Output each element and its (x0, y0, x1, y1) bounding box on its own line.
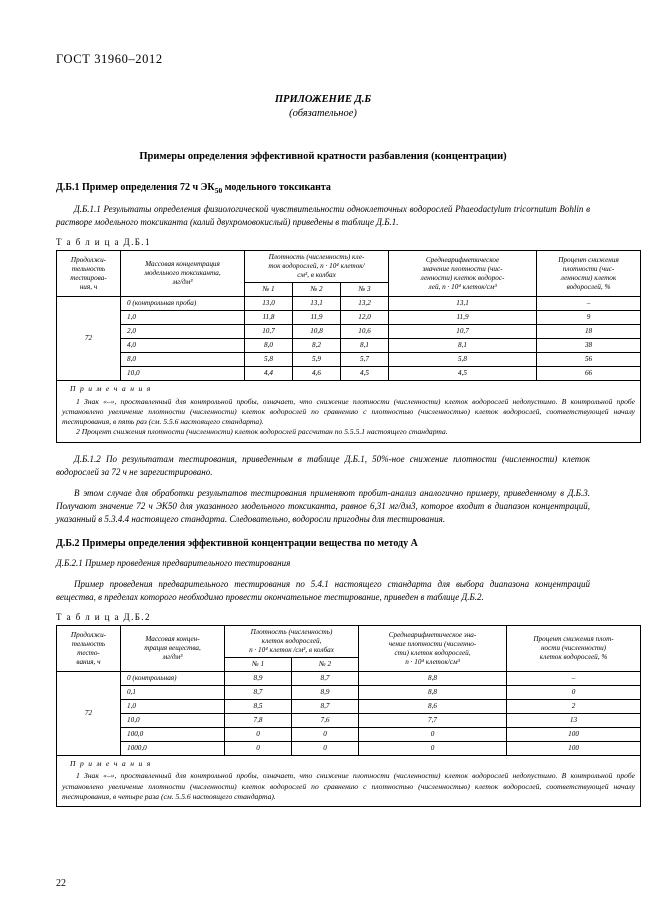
table1-cell-conc: 2,0 (121, 325, 245, 339)
table1-cell-f3: 13,2 (341, 297, 389, 311)
hdr-line: Процент снижения плот- (533, 635, 614, 644)
table1-cell-f1: 8,0 (245, 339, 293, 353)
table1-cell-mean: 4,5 (389, 367, 537, 381)
table-row (57, 297, 641, 311)
hdr-line: тестирова- (70, 273, 107, 282)
hdr-line: n · 10⁴ клеток/см³ (405, 657, 460, 666)
table1-cell-drop: 9 (537, 311, 641, 325)
paragraph-db21: Пример проведения предварительного тестирования по 5.4.1 настоящего стандарта для выбора диапазона концентраций вещества, в пределах которого необходимо провести окончательное тестирование, приведен в таблице Д.Б.2. (56, 578, 590, 603)
table1-cell-mean: 11,9 (389, 311, 537, 325)
table1-cell-drop: 66 (537, 367, 641, 381)
table1-cell-f3: 4,5 (341, 367, 389, 381)
hdr-line: Среднеарифметическое (425, 255, 500, 264)
table1-cell-conc: 4,0 (121, 339, 245, 353)
table2-head-mean (359, 626, 507, 672)
table1-cell-mean: 8,1 (389, 339, 537, 353)
table1-head-duration (57, 251, 121, 297)
section-heading-db1 (56, 182, 590, 195)
hdr-line: ности (численности) (540, 644, 607, 653)
hdr-line: тельность (71, 639, 106, 648)
table1-cell-conc: 8,0 (121, 353, 245, 367)
table2-cell-conc: 1000,0 (121, 742, 225, 756)
table2-cell-f2: 0 (292, 728, 359, 742)
table2-head-density (225, 626, 359, 658)
hdr-line: ток водорослей, n · 10⁴ клеток/ (268, 262, 365, 271)
table-row (57, 714, 641, 728)
hdr-line: плотности (чис- (562, 264, 615, 273)
table1-head-flask3: № 3 (341, 283, 389, 297)
table2-cell-drop: 2 (507, 700, 641, 714)
hdr-line: мг/дм³ (172, 278, 193, 287)
table-row (57, 311, 641, 325)
hdr-line: модельного токсиканта, (144, 269, 221, 278)
table2-cell-conc: 100,0 (121, 728, 225, 742)
table-row (57, 686, 641, 700)
table2-duration-value: 72 (57, 672, 121, 756)
hdr-line: лей, n · 10⁴ клеток/см³ (428, 282, 497, 291)
table-row (57, 339, 641, 353)
table1-cell-drop: 38 (537, 339, 641, 353)
table2-cell-f2: 8,7 (292, 700, 359, 714)
table1-notes-cell (57, 381, 641, 442)
hdr-line: тесто- (77, 648, 100, 657)
subheading-db21: Д.Б.2.1 Пример проведения предварительного тестирования (56, 557, 291, 568)
table1-cell-mean: 13,1 (389, 297, 537, 311)
table2-notes-cell (57, 756, 641, 807)
table2-cell-f2: 8,9 (292, 686, 359, 700)
table-row (57, 626, 641, 658)
hdr-line: Процент снижения (558, 255, 619, 264)
table1-cell-mean: 10,7 (389, 325, 537, 339)
table1-cell-f3: 5,7 (341, 353, 389, 367)
table1-cell-f3: 12,0 (341, 311, 389, 325)
table2-cell-mean: 0 (359, 728, 507, 742)
table-row (57, 742, 641, 756)
hdr-line: см³, в колбах (297, 271, 336, 280)
table-row (57, 367, 641, 381)
table1-head-density (245, 251, 389, 283)
table1-cell-f2: 11,9 (293, 311, 341, 325)
table2-cell-f1: 0 (225, 742, 292, 756)
table2-cell-drop: 100 (507, 728, 641, 742)
table1-note-2: 2 Процент снижения плотности (численности) клеток водорослей рассчитан по 5.5.5.1 настоящего стандарта. (76, 427, 448, 437)
hdr-line: Плотность (численность) (250, 628, 333, 637)
hdr-line: ленности) клеток водорос- (420, 273, 505, 282)
table1-cell-conc: 1,0 (121, 311, 245, 325)
table1-cell-mean: 5,8 (389, 353, 537, 367)
table1-cell-drop: – (537, 297, 641, 311)
hdr-line: ленности) клеток (560, 273, 617, 282)
table2-cell-drop: 0 (507, 686, 641, 700)
table2-notes-title: П р и м е ч а н и я (70, 759, 152, 769)
table1-cell-f1: 5,8 (245, 353, 293, 367)
page-number: 22 (56, 878, 66, 889)
table2-caption: Т а б л и ц а Д.Б.2 (56, 612, 151, 623)
table1-cell-drop: 18 (537, 325, 641, 339)
table2-cell-f1: 8,7 (225, 686, 292, 700)
hdr-line: мг/дм³ (162, 653, 183, 662)
hdr-line: вания, ч (76, 657, 101, 666)
table-row (57, 728, 641, 742)
table2-head-flask1: № 1 (225, 658, 292, 672)
table1-head-drop (537, 251, 641, 297)
annex-title (56, 93, 590, 121)
table1-cell-f2: 4,6 (293, 367, 341, 381)
section-heading-db1-part2: модельного токсиканта (222, 182, 331, 194)
table1-cell-f1: 13,0 (245, 297, 293, 311)
table-row (57, 672, 641, 686)
hdr-line: тельность (71, 264, 106, 273)
table-row (57, 251, 641, 283)
table2-notes (57, 756, 640, 806)
table2-cell-f1: 7,8 (225, 714, 292, 728)
table1-notes (57, 381, 640, 441)
table2-cell-f2: 0 (292, 742, 359, 756)
table2-cell-mean: 8,8 (359, 686, 507, 700)
paragraph-db12-a: Д.Б.1.2 По результатам тестирования, приведенным в таблице Д.Б.1, 50%-ное снижение плотности (численности) клеток водорослей за 72 ч не зарегистрировано. (56, 453, 590, 477)
table1-note-1: 1 Знак «–», проставленный для контрольной пробы, означает, что снижение плотности (численности) клеток водорослей недопустимо. В контрольной пробе установлено увеличение плотности (численности) клеток водорослей по сравнению с плотностью (численностью) клеток водорослей, соответствующей началу тестирования, в пять раз (см. 5.5.6 настоящего стандарта). (62, 396, 636, 427)
table1-notes-title: П р и м е ч а н и я (70, 384, 152, 394)
table1-head-concentration (121, 251, 245, 297)
annex-label: ПРИЛОЖЕНИЕ Д.Б (274, 94, 372, 105)
hdr-line: Массовая концентрация (145, 260, 220, 269)
hdr-line: Продолжи- (70, 255, 107, 264)
table1-cell-f3: 8,1 (341, 339, 389, 353)
table1-cell-conc: 0 (контрольная проба) (121, 297, 245, 311)
table-db2 (56, 625, 641, 807)
table2-head-drop (507, 626, 641, 672)
hdr-line: трация вещества, (144, 644, 201, 653)
hdr-line: водорослей, % (566, 282, 611, 291)
table-row (57, 325, 641, 339)
table1-head-flask2: № 2 (293, 283, 341, 297)
table-row (57, 353, 641, 367)
table1-cell-f3: 10,6 (341, 325, 389, 339)
table1-cell-conc: 10,0 (121, 367, 245, 381)
hdr-line: Среднеарифметическое зна- (388, 630, 477, 639)
table2-cell-f1: 8,5 (225, 700, 292, 714)
table2-cell-f2: 7,6 (292, 714, 359, 728)
table2-cell-mean: 8,8 (359, 672, 507, 686)
table-row (57, 756, 641, 807)
section-heading-db2: Д.Б.2 Примеры определения эффективной концентрации вещества по методу А (56, 537, 418, 549)
hdr-line: сти) клеток водорослей, (394, 648, 471, 657)
hdr-line: значение плотности (чис- (422, 264, 503, 273)
table1-caption: Т а б л и ц а Д.Б.1 (56, 237, 151, 248)
table2-cell-conc: 0,1 (121, 686, 225, 700)
hdr-line: Плотность (численность) кле- (268, 253, 365, 262)
table1-cell-f2: 5,9 (293, 353, 341, 367)
table2-note-1: 1 Знак «–», проставленный для контрольной пробы, означает, что снижение плотности (численности) клеток водорослей недопустимо. В контрольной пробе установлено увеличение плотности (численности) клеток водорослей по сравнению с плотностью (численностью) клеток водорослей, соответствующей началу тестирования, в четыре раза (см. 5.5.6 настоящего стандарта). (62, 771, 636, 801)
table2-cell-f1: 8,9 (225, 672, 292, 686)
table1-head-flask1: № 1 (245, 283, 293, 297)
table-db1 (56, 250, 641, 442)
table-row (57, 700, 641, 714)
table1-cell-f2: 10,8 (293, 325, 341, 339)
hdr-line: Продолжи- (70, 630, 107, 639)
table2-cell-f1: 0 (225, 728, 292, 742)
table1-head-mean (389, 251, 537, 297)
table1-cell-f1: 10,7 (245, 325, 293, 339)
table2-cell-drop: 13 (507, 714, 641, 728)
hdr-line: клеток водорослей, % (539, 653, 608, 662)
table1-cell-f2: 8,2 (293, 339, 341, 353)
table2-cell-drop: 100 (507, 742, 641, 756)
table1-cell-f2: 13,1 (293, 297, 341, 311)
table2-cell-mean: 7,7 (359, 714, 507, 728)
table2-cell-f2: 8,7 (292, 672, 359, 686)
table2-cell-conc: 1,0 (121, 700, 225, 714)
table2-head-flask2: № 2 (292, 658, 359, 672)
table1-cell-f1: 4,4 (245, 367, 293, 381)
page-title: Примеры определения эффективной кратности разбавления (концентрации) (139, 151, 507, 163)
hdr-line: n · 10⁴ клеток /см³, в колбах (249, 646, 334, 655)
hdr-line: чение плотности (численно- (388, 639, 477, 648)
section-heading-db1-part1: Д.Б.1 Пример определения 72 ч ЭК (56, 182, 215, 194)
annex-obligatory: (обязательное) (289, 108, 357, 120)
hdr-line: ния, ч (79, 282, 98, 291)
table1-cell-f1: 11,8 (245, 311, 293, 325)
table2-cell-mean: 8,6 (359, 700, 507, 714)
hdr-line: клеток водорослей, (261, 637, 322, 646)
table1-cell-drop: 56 (537, 353, 641, 367)
paragraph-db12-b: В этом случае для обработки результатов тестирования применяют пробит-анализ аналогично примеру, приведенному в Д.Б.3. Получают значение 72 ч ЭК50 для указанного модельного токсиканта, равное 6,31 мг/дм3, которое входит в диапазон концентраций, указанный в 5.3.4.4 настоящего стандарта. Следовательно, водоросли пригодны для тестирования. (56, 487, 590, 524)
hdr-line: Массовая концен- (145, 635, 200, 644)
table1-duration-value: 72 (57, 297, 121, 381)
table2-cell-mean: 0 (359, 742, 507, 756)
table2-cell-drop: – (507, 672, 641, 686)
table-row (57, 381, 641, 442)
table2-cell-conc: 10,0 (121, 714, 225, 728)
paragraph-db11: Д.Б.1.1 Результаты определения физиологической чувствительности одноклеточных водорослей Phaeodactylum tricornutum Bohlin в растворе модельного токсиканта (калий двухромовокислый) приведены в таблице Д.Б.1. (56, 204, 590, 228)
table2-head-duration (57, 626, 121, 672)
page-header: ГОСТ 31960–2012 (56, 52, 163, 66)
section-heading-db1-subscript: 50 (214, 186, 223, 196)
table2-head-concentration (121, 626, 225, 672)
table2-cell-conc: 0 (контрольная) (121, 672, 225, 686)
